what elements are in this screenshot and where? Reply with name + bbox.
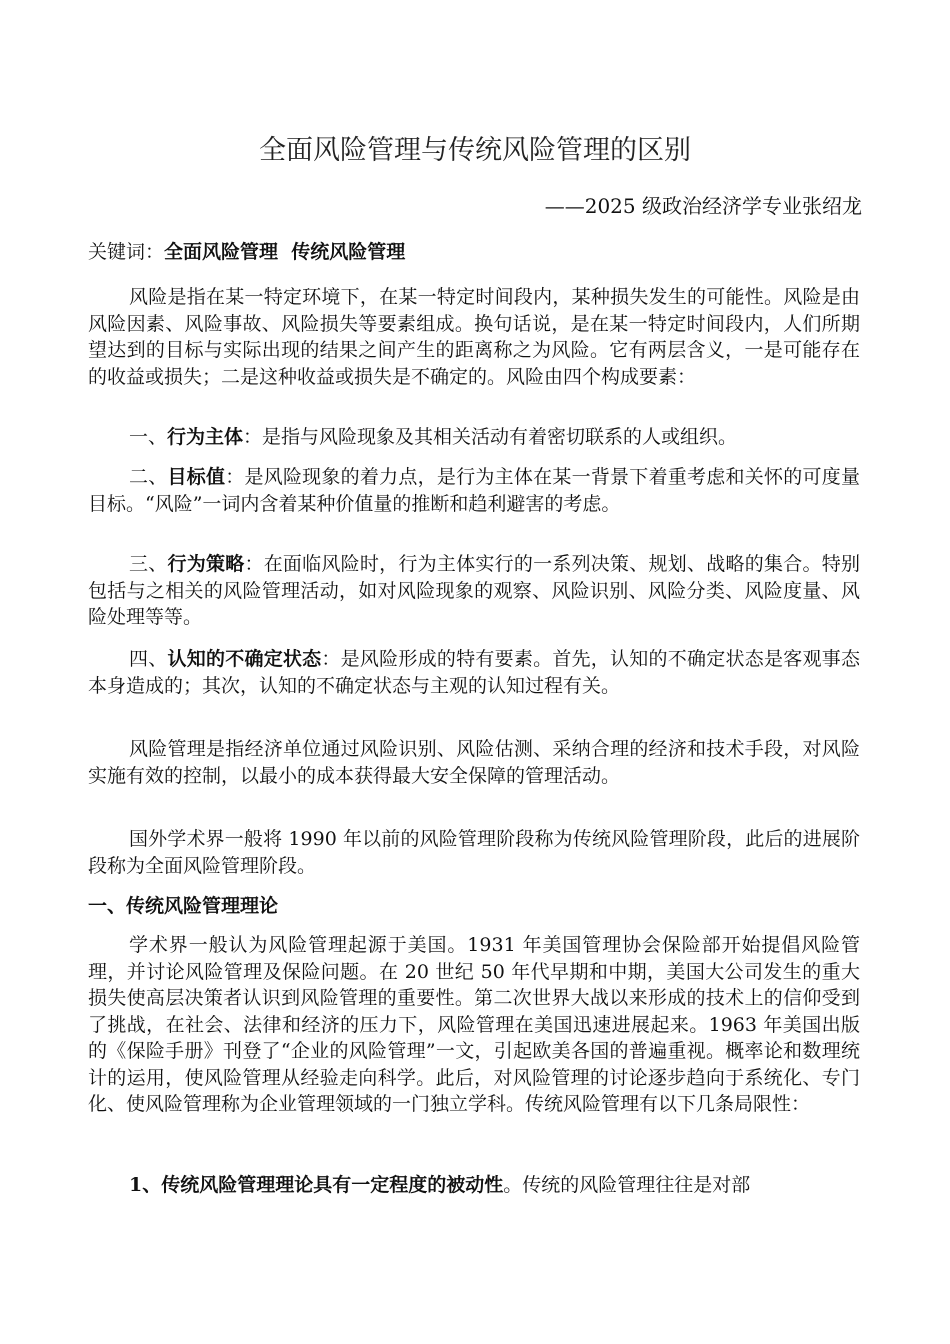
paragraph-stages: 国外学术界一般将 1990 年以前的风险管理阶段称为传统风险管理阶段，此后的进展阶段称为全面风险管理阶段。	[88, 828, 860, 877]
paragraph-element-3	[88, 551, 860, 631]
paragraph-element-4	[88, 646, 860, 699]
element-term: 行为主体	[167, 426, 244, 448]
element-term: 认知的不确定状态	[167, 648, 322, 670]
keywords-label: 关键词：	[88, 241, 165, 263]
element-text: ：是指与风险现象及其相关活动有着密切联系的人或组织。	[243, 426, 738, 448]
paragraph-element-1	[88, 424, 860, 451]
paragraph-element-2	[88, 464, 860, 517]
paragraph-risk-management: 风险管理是指经济单位通过风险识别、风险估测、采纳合理的经济和技术手段，对风险实施有效的控制，以最小的成本获得最大安全保障的管理活动。	[88, 738, 860, 787]
paragraph-history: 学术界一般认为风险管理起源于美国。1931 年美国管理协会保险部开始提倡风险管理，并讨论风险管理及保险问题。在 20 世纪 50 年代早期和中期，美国大公司发生的重大损失使高层决策者认识到风险管理的重要性。第二次世界大战以来形成的技术上的信仰受到了挑战，在社会、法律和经济的压力下，风险管理在美国迅速进展起来。1963 年美国出版的《保险手册》刊登了“企业的风险管理”一文，引起欧美各国的普遍重视。概率论和数理统计的运用，使风险管理从经验走向科学。此后，对风险管理的讨论逐步趋向于系统化、专门化、使风险管理称为企业管理领域的一门独立学科。传统风险管理有以下几条局限性：	[88, 934, 860, 1115]
limit-term: 1、传统风险管理理论具有一定程度的被动性	[129, 1174, 504, 1196]
element-prefix: 三、	[129, 553, 168, 575]
paragraph-limit-1	[88, 1172, 860, 1199]
element-text: ：是风险现象的着力点，是行为主体在某一背景下着重考虑和关怀的可度量目标。“风险”一词内含着某种价值量的推断和趋利避害的考虑。	[88, 466, 860, 515]
keywords-line	[88, 239, 405, 265]
document-title: 全面风险管理与传统风险管理的区别	[259, 135, 691, 166]
element-term: 行为策略	[167, 553, 245, 575]
element-term: 目标值	[167, 466, 226, 488]
element-prefix: 二、	[129, 466, 168, 488]
author-line: ——2025 级政治经济学专业张绍龙	[544, 194, 862, 218]
paragraph-risk-definition: 风险是指在某一特定环境下，在某一特定时间段内，某种损失发生的可能性。风险是由风险因素、风险事故、风险损失等要素组成。换句话说，是在某一特定时间段内，人们所期望达到的目标与实际出现的结果之间产生的距离称之为风险。它有两层含义，一是可能存在的收益或损失；二是这种收益或损失是不确定的。风险由四个构成要素：	[88, 286, 860, 388]
limit-text: 。传统的风险管理往往是对部	[503, 1174, 751, 1196]
element-text: ：在面临风险时，行为主体实行的一系列决策、规划、战略的集合。特别包括与之相关的风险管理活动，如对风险现象的观察、风险识别、风险分类、风险度量、风险处理等等。	[88, 553, 860, 628]
element-text: ：是风险形成的特有要素。首先，认知的不确定状态是客观事态本身造成的；其次，认知的不确定状态与主观的认知过程有关。	[88, 648, 860, 697]
keywords-value: 全面风险管理 传统风险管理	[164, 241, 406, 263]
element-prefix: 一、	[129, 426, 168, 448]
element-prefix: 四、	[129, 648, 168, 670]
section-heading: 一、传统风险管理理论	[88, 895, 279, 917]
